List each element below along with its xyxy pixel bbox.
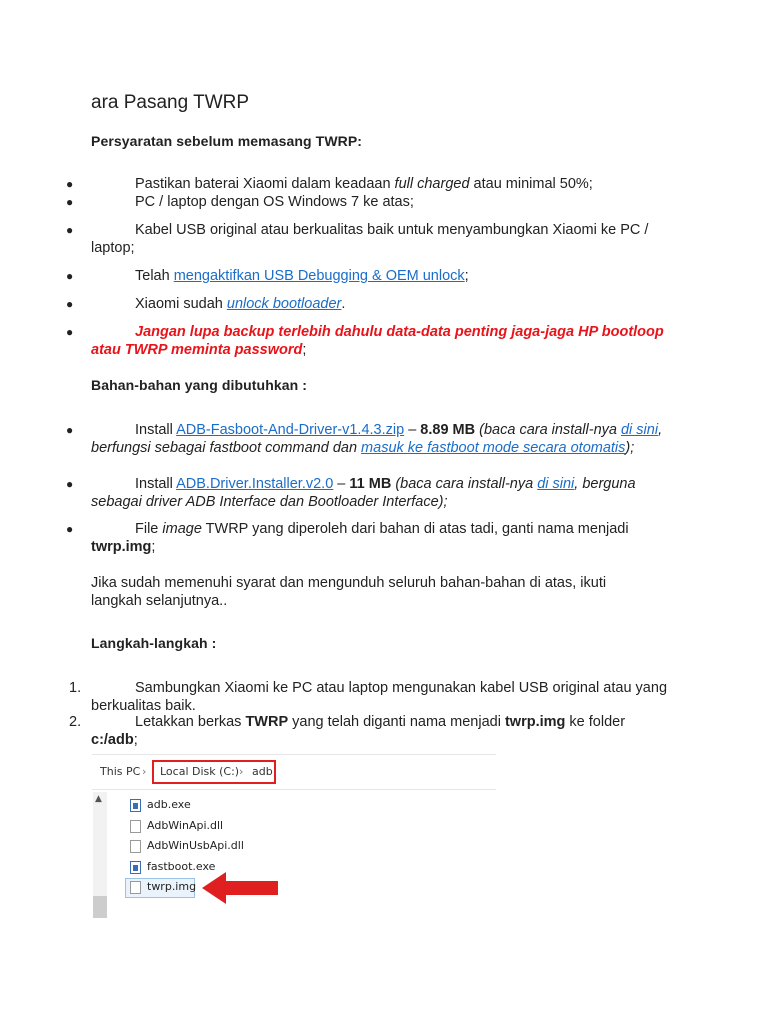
list-item: ● Xiaomi sudah unlock bootloader. — [66, 296, 346, 312]
breadcrumb-this-pc[interactable]: This PC — [100, 765, 141, 778]
img-file-icon — [130, 881, 141, 894]
step-number: 2. — [69, 714, 82, 730]
chevron-up-icon[interactable]: ▲ — [95, 794, 102, 804]
list-item: ● Install ADB.Driver.Installer.v2.0 – 11 MB (baca cara install-nya di sini, berguna sebagai driver ADB Interface dan Bootloader Interface); — [66, 476, 636, 510]
breadcrumb — [92, 754, 496, 790]
list-item: ● File image TWRP yang diperoleh dari bahan di atas tadi, ganti nama menjadi twrp.img; — [66, 521, 629, 555]
bullet: ● — [66, 297, 74, 311]
steps-heading: Langkah-langkah : — [91, 635, 217, 651]
exe-file-icon — [130, 861, 141, 874]
chevron-right-icon: › — [142, 765, 147, 778]
list-item: ● Kabel USB original atau berkualitas baik untuk menyambungkan Xiaomi ke PC / laptop; — [66, 222, 649, 256]
bullet: ● — [66, 195, 74, 209]
breadcrumb-local-disk[interactable]: Local Disk (C:) — [160, 765, 240, 778]
materials-heading: Bahan-bahan yang dibutuhkan : — [91, 377, 308, 393]
scrollbar-thumb[interactable] — [93, 896, 107, 918]
adb-fastboot-driver-link[interactable]: ADB-Fasboot-And-Driver-v1.4.3.zip — [176, 422, 405, 438]
highlight-box — [152, 760, 276, 784]
scrollbar[interactable] — [93, 792, 107, 918]
list-item: ● Telah mengaktifkan USB Debugging & OEM unlock; — [66, 268, 469, 284]
usb-debugging-link[interactable]: mengaktifkan USB Debugging & OEM unlock — [173, 268, 465, 284]
list-item: ● Pastikan baterai Xiaomi dalam keadaan full charged atau minimal 50%; — [66, 176, 593, 192]
bullet: ● — [66, 477, 74, 491]
bullet: ● — [66, 223, 74, 237]
list-item: ● PC / laptop dengan OS Windows 7 ke atas; — [66, 194, 414, 210]
backup-warning: Jangan lupa backup terlebih dahulu data-data penting jaga-jaga HP bootloop atau TWRP meminta password — [91, 324, 664, 358]
bullet: ● — [66, 269, 74, 283]
list-item: ● Install ADB-Fasboot-And-Driver-v1.4.3.zip – 8.89 MB (baca cara install-nya di sini, berfungsi sebagai fastboot command dan masuk ke fastboot mode secara otomatis); — [66, 422, 663, 456]
requirements-heading: Persyaratan sebelum memasang TWRP: — [91, 133, 363, 149]
bullet: ● — [66, 177, 74, 191]
unlock-bootloader-link[interactable]: unlock bootloader — [226, 296, 342, 312]
chevron-right-icon: › — [239, 765, 244, 778]
dll-file-icon — [130, 840, 141, 853]
breadcrumb-adb[interactable]: adb — [252, 765, 273, 778]
step-number: 1. — [69, 680, 82, 696]
bullet: ● — [66, 325, 74, 339]
intro-paragraph: Jika sudah memenuhi syarat dan mengunduh seluruh bahan-bahan di atas, ikuti langkah selanjutnya.. — [91, 575, 607, 609]
bullet: ● — [66, 423, 74, 437]
install-guide-link-2[interactable]: di sini — [537, 476, 575, 492]
adb-driver-installer-link[interactable]: ADB.Driver.Installer.v2.0 — [176, 476, 334, 492]
dll-file-icon — [130, 820, 141, 833]
install-guide-link[interactable]: di sini — [620, 422, 659, 438]
list-item: 2. Letakkan berkas TWRP yang telah diganti nama menjadi twrp.img ke folder c:/adb; — [69, 714, 626, 748]
bullet: ● — [66, 522, 74, 536]
fastboot-mode-link[interactable]: masuk ke fastboot mode secara otomatis — [361, 440, 626, 456]
list-item: 1. Sambungkan Xiaomi ke PC atau laptop mengunakan kabel USB original atau yang berkualitas baik. — [69, 680, 668, 714]
page-title: ara Pasang TWRP — [91, 92, 250, 113]
exe-file-icon — [130, 799, 141, 812]
red-arrow-icon — [200, 868, 280, 908]
file-explorer-screenshot: This PC › Local Disk (C:) › adb ▲ adb.exe AdbWinApi.dll AdbWinUsbApi.dll fastboot.exe twrp.img — [92, 754, 496, 920]
list-item: ● Jangan lupa backup terlebih dahulu data-data penting jaga-jaga HP bootloop atau TWRP meminta password; — [66, 324, 664, 358]
